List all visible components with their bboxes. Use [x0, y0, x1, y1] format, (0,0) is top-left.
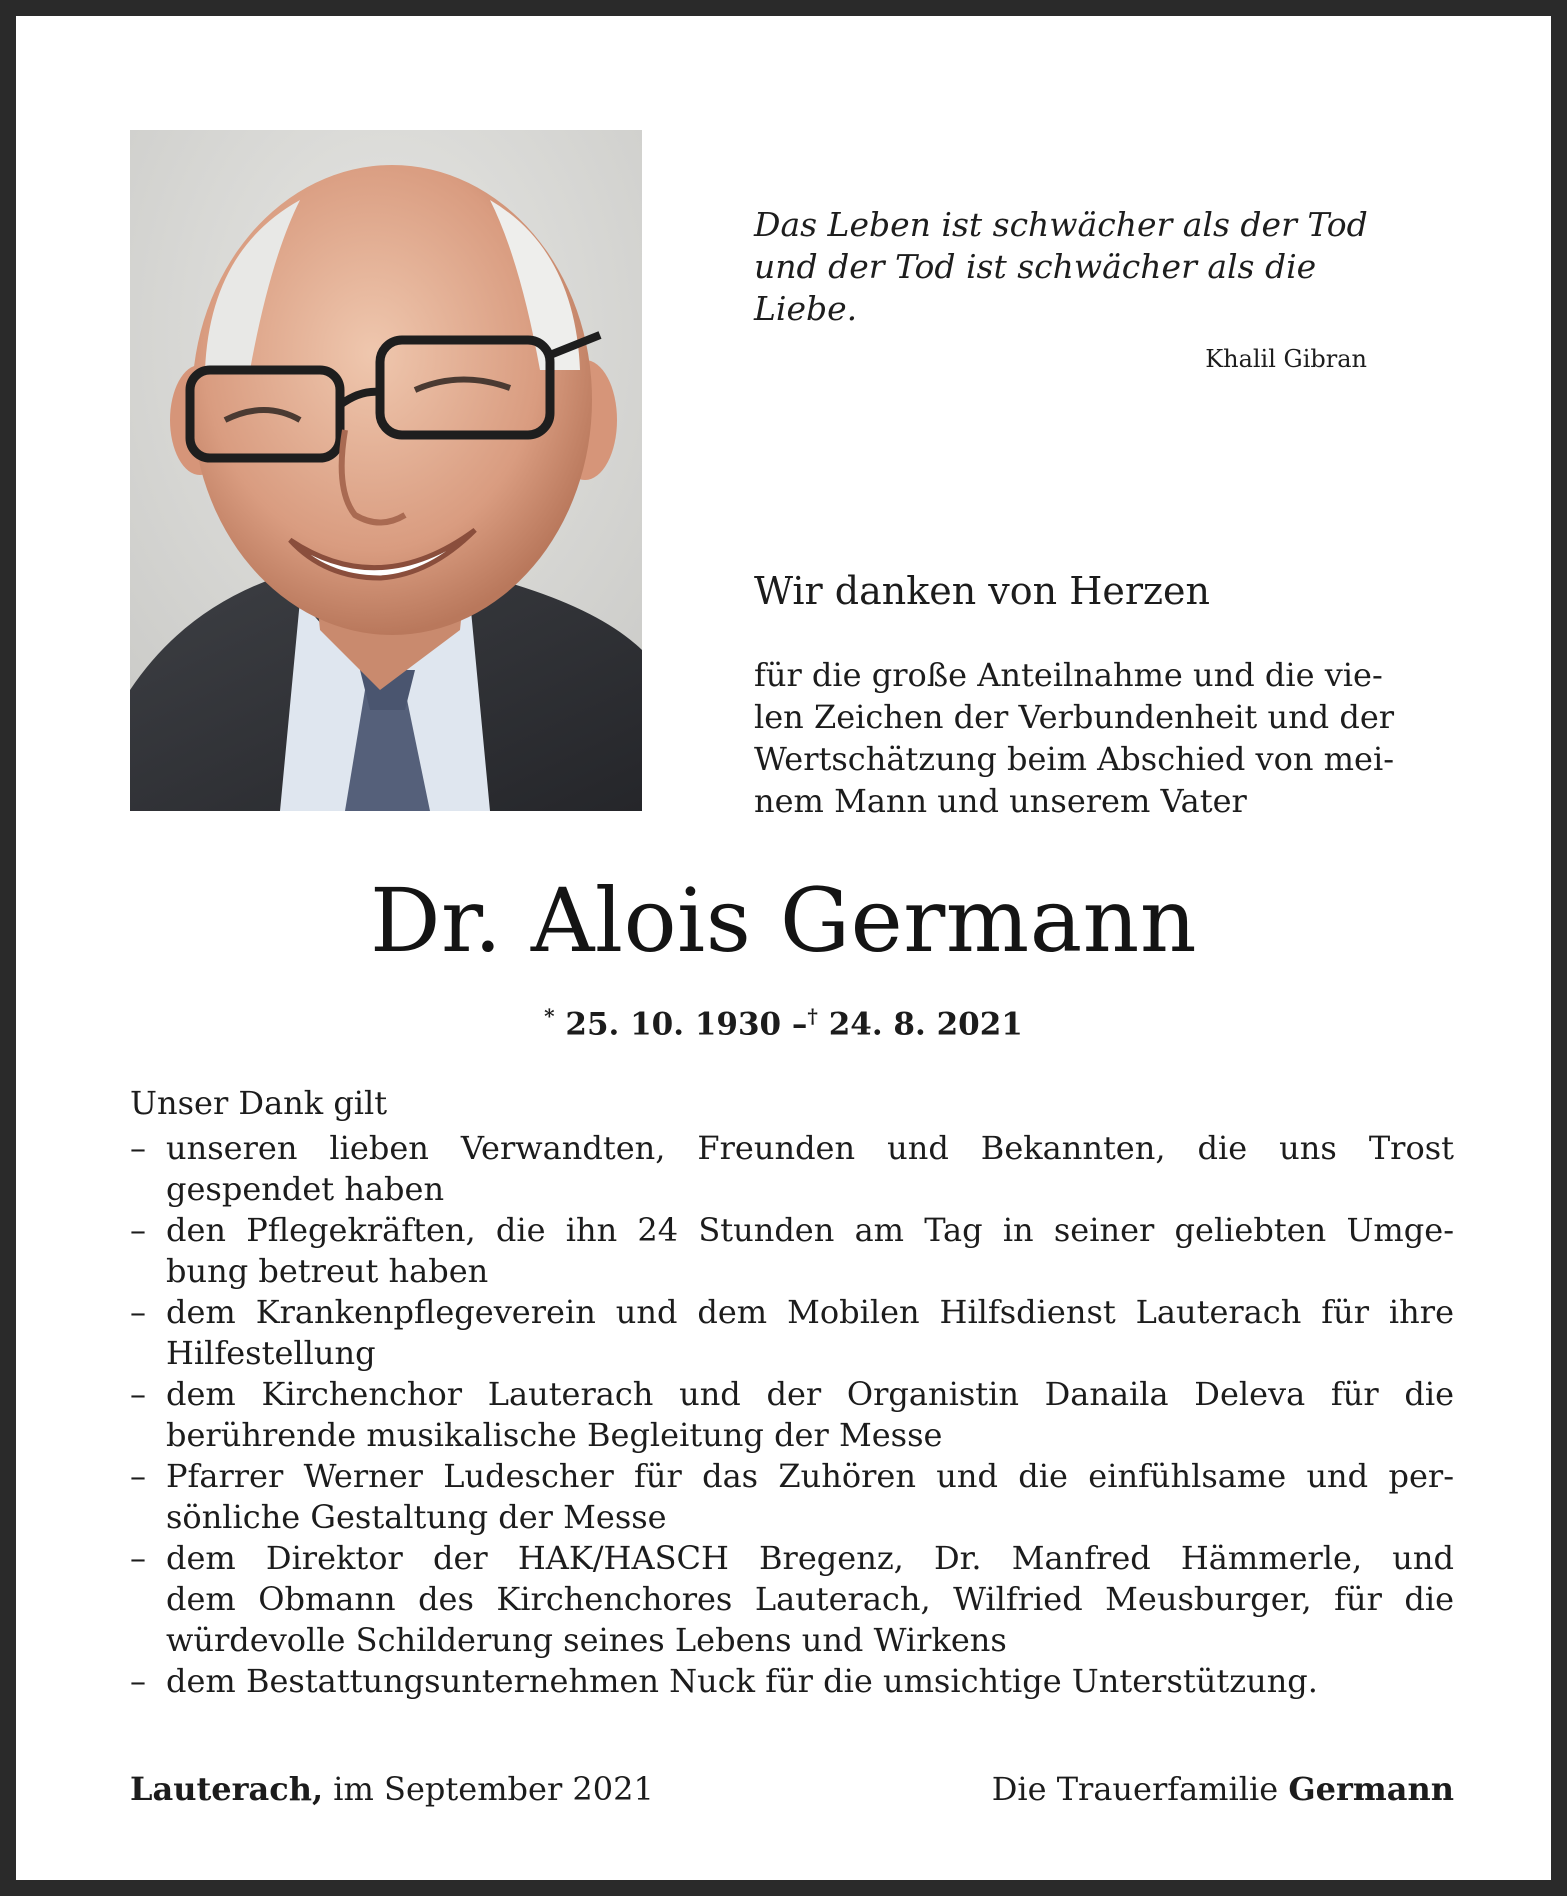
list-item-line: dem Krankenpflegeverein und dem Mobilen Hilfsdienst Lauterach für ihre — [166, 1293, 1454, 1331]
list-item — [130, 1456, 1454, 1538]
list-dash: – — [130, 1375, 146, 1413]
list-item — [130, 1538, 1454, 1661]
list-item-line: dem Bestattungsunternehmen Nuck für die umsichtige Unterstützung. — [166, 1662, 1318, 1700]
thanks-intro-line: len Zeichen der Verbundenheit und der — [754, 698, 1395, 736]
footer-family — [992, 1768, 1454, 1810]
footer-family-prefix: Die Trauerfamilie — [991, 1770, 1289, 1808]
quote-line-1: Das Leben ist schwächer als der Tod — [754, 205, 1368, 244]
list-item-line: sönliche Gestaltung der Messe — [166, 1498, 667, 1536]
dank-title: Unser Dank gilt — [130, 1084, 388, 1122]
list-item-line: dem Direktor der HAK/HASCH Bregenz, Dr. Manfred Hämmerle, und — [166, 1539, 1454, 1577]
thanks-intro-line: Wertschätzung beim Abschied von mei- — [754, 740, 1394, 778]
quote-line-2: und der Tod ist schwächer als die Liebe. — [754, 247, 1317, 328]
quote-block — [754, 204, 1379, 376]
life-dates — [16, 996, 1551, 1044]
list-dash: – — [130, 1662, 146, 1700]
footer-family-name: Germann — [1288, 1770, 1454, 1808]
list-item — [130, 1210, 1454, 1292]
list-item — [130, 1292, 1454, 1374]
birth-symbol: * — [544, 1004, 555, 1028]
footer-place: Lauterach, — [130, 1770, 324, 1808]
death-date: 24. 8. 2021 — [828, 1006, 1023, 1043]
thanks-intro-line: für die große Anteilnahme und die vie- — [754, 656, 1383, 694]
list-dash: – — [130, 1129, 146, 1167]
quote-author: Khalil Gibran — [1205, 345, 1367, 373]
list-item-line: würdevolle Schilderung seines Lebens und Wirkens — [166, 1621, 1007, 1659]
list-dash: – — [130, 1539, 146, 1577]
thanks-intro — [754, 654, 1454, 822]
list-item-line: den Pflegekräften, die ihn 24 Stunden am Tag in seiner geliebten Umge- — [166, 1211, 1454, 1249]
death-symbol: † — [807, 1004, 818, 1028]
obituary-page — [16, 16, 1551, 1880]
thanks-intro-line: nem Mann und unserem Vater — [754, 782, 1247, 820]
footer-place-date — [130, 1768, 654, 1810]
list-item-line: dem Obmann des Kirchenchores Lauterach, Wilfried Meusburger, für die — [166, 1580, 1454, 1618]
list-dash: – — [130, 1211, 146, 1249]
footer-date: im September 2021 — [323, 1770, 654, 1808]
date-separator: – — [791, 1006, 808, 1043]
list-item — [130, 1128, 1454, 1210]
list-item — [130, 1374, 1454, 1456]
list-item-line: berührende musikalische Begleitung der Messe — [166, 1416, 943, 1454]
list-dash: – — [130, 1293, 146, 1331]
list-item-line: Pfarrer Werner Ludescher für das Zuhören und die einfühlsame und per- — [166, 1457, 1454, 1495]
list-item-line: gespendet haben — [166, 1170, 445, 1208]
list-item-line: bung betreut haben — [166, 1252, 489, 1290]
portrait-photo — [130, 130, 642, 811]
dank-list — [130, 1128, 1454, 1702]
list-item-line: unseren lieben Verwandten, Freunden und Bekannten, die uns Trost — [166, 1129, 1454, 1167]
birth-date: 25. 10. 1930 — [565, 1006, 782, 1043]
deceased-name: Dr. Alois Germann — [369, 869, 1198, 972]
list-item — [130, 1661, 1454, 1702]
list-item-line: Hilfestellung — [166, 1334, 376, 1372]
thanks-heading: Wir danken von Herzen — [754, 569, 1210, 613]
list-dash: – — [130, 1457, 146, 1495]
list-item-line: dem Kirchenchor Lauterach und der Organistin Danaila Deleva für die — [166, 1375, 1454, 1413]
